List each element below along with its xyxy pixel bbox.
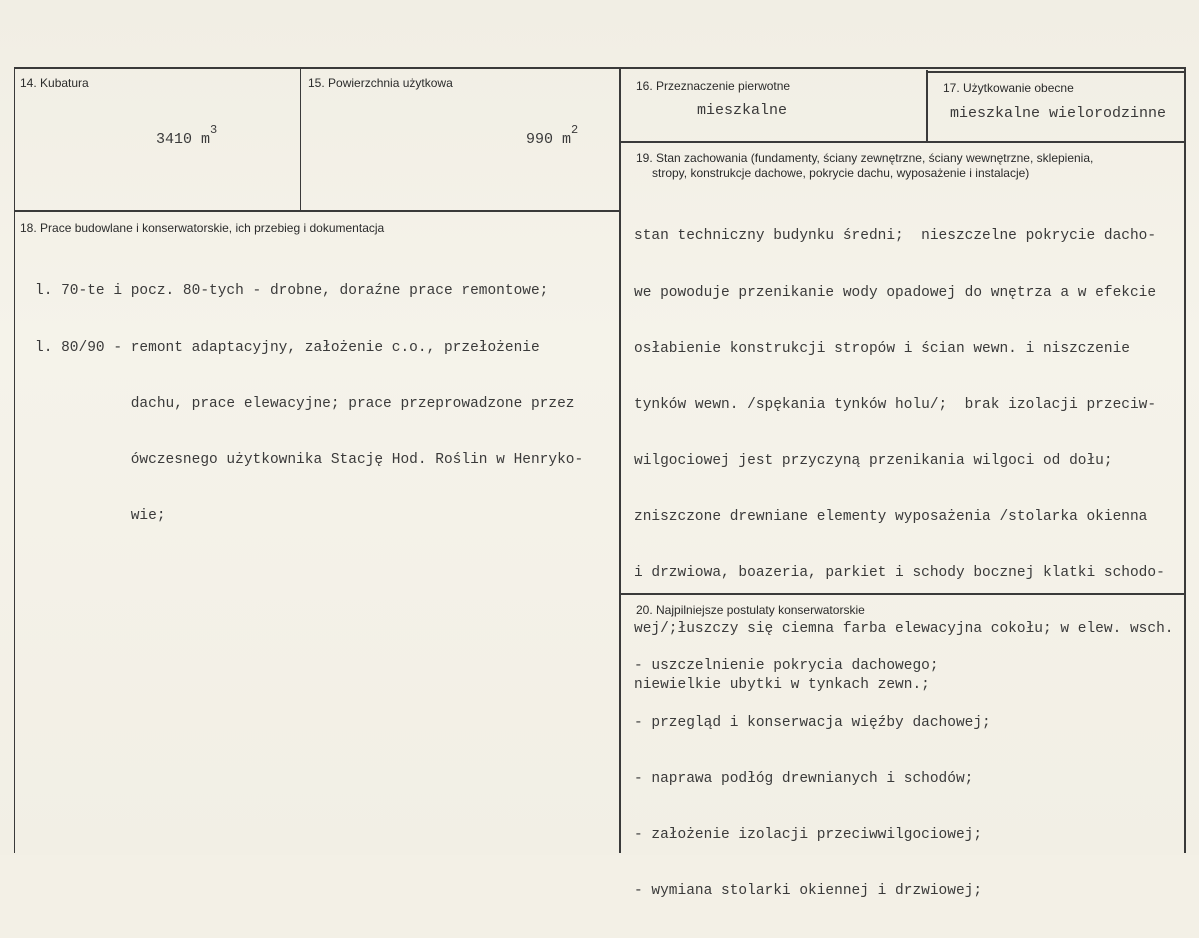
field-17-label: 17. Użytkowanie obecne <box>943 81 1074 95</box>
field-15-exponent: 2 <box>571 123 579 137</box>
field-18-label: 18. Prace budowlane i konserwatorskie, ich przebieg i dokumentacja <box>20 221 385 235</box>
field-16-value: mieszkalne <box>697 102 788 119</box>
field-20-line: - uszczelnienie pokrycia dachowego; <box>634 658 939 675</box>
field-14-exponent: 3 <box>210 123 218 137</box>
rule-under-16-17 <box>620 141 1185 143</box>
left-rule <box>14 67 15 853</box>
divider-15-16 <box>619 67 621 853</box>
field-19-line: stan techniczny budynku średni; nieszczelne pokrycie dacho- <box>634 228 1157 245</box>
field-19-line: wej/;łuszczy się ciemna farba elewacyjna cokołu; w elew. wsch. <box>634 621 1174 638</box>
field-17-value: mieszkalne wielorodzinne <box>950 105 1167 122</box>
rule-under-14-15 <box>14 210 620 212</box>
field-20-text <box>634 620 991 938</box>
field-18-text <box>35 245 583 563</box>
field-15-number: 990 m <box>526 131 572 148</box>
field-15-value <box>490 110 578 165</box>
field-14-number: 3410 m <box>156 131 211 148</box>
field-20-label: 20. Najpilniejsze postulaty konserwatorskie <box>636 603 865 617</box>
field-18-line: dachu, prace elewacyjne; prace przeprowadzone przez <box>35 395 575 412</box>
field-19-line: zniszczone drewniane elementy wyposażenia /stolarka okienna <box>634 508 1148 525</box>
divider-16-17 <box>926 70 928 143</box>
rule-top-17 <box>927 71 1185 73</box>
field-18-line: ówczesnego użytkownika Stację Hod. Roślin w Henryko- <box>35 451 584 468</box>
field-14-value <box>120 110 217 165</box>
top-rule <box>14 67 1185 69</box>
field-20-line: - przegląd i konserwacja więźby dachowej; <box>634 714 991 731</box>
field-14-label: 14. Kubatura <box>20 76 89 90</box>
field-19-line: tynków wewn. /spękania tynków holu/; brak izolacji przeciw- <box>634 396 1157 413</box>
field-15-label: 15. Powierzchnia użytkowa <box>308 76 453 90</box>
field-20-line: - wymiana stolarki okiennej i drzwiowej; <box>634 882 983 899</box>
field-18-line: wie; <box>35 507 166 524</box>
field-19-line: we powoduje przenikanie wody opadowej do wnętrza a w efekcie <box>634 284 1157 301</box>
field-19-label-line2: stropy, konstrukcje dachowe, pokrycie dachu, wyposażenie i instalacje) <box>652 166 1030 180</box>
field-19-label-line1: 19. Stan zachowania (fundamenty, ściany zewnętrzne, ściany wewnętrzne, sklepienia, <box>636 151 1094 165</box>
field-19-line: niewielkie ubytki w tynkach zewn.; <box>634 677 930 694</box>
field-16-label: 16. Przeznaczenie pierwotne <box>636 79 791 93</box>
field-19-line: i drzwiowa, boazeria, parkiet i schody bocznej klatki schodo- <box>634 565 1165 582</box>
field-18-line: l. 80/90 - remont adaptacyjny, założenie c.o., przełożenie <box>35 339 540 356</box>
field-19-line: wilgociowej jest przyczyną przenikania wilgoci od dołu; <box>634 452 1113 469</box>
right-rule <box>1184 67 1186 853</box>
field-20-line: - naprawa podłóg drewnianych i schodów; <box>634 770 974 787</box>
field-20-line: - założenie izolacji przeciwwilgociowej; <box>634 826 983 843</box>
field-19-line: osłabienie konstrukcji stropów i ścian wewn. i niszczenie <box>634 340 1130 357</box>
divider-14-15 <box>300 67 301 212</box>
field-18-line: l. 70-te i pocz. 80-tych - drobne, doraźne prace remontowe; <box>35 283 549 300</box>
